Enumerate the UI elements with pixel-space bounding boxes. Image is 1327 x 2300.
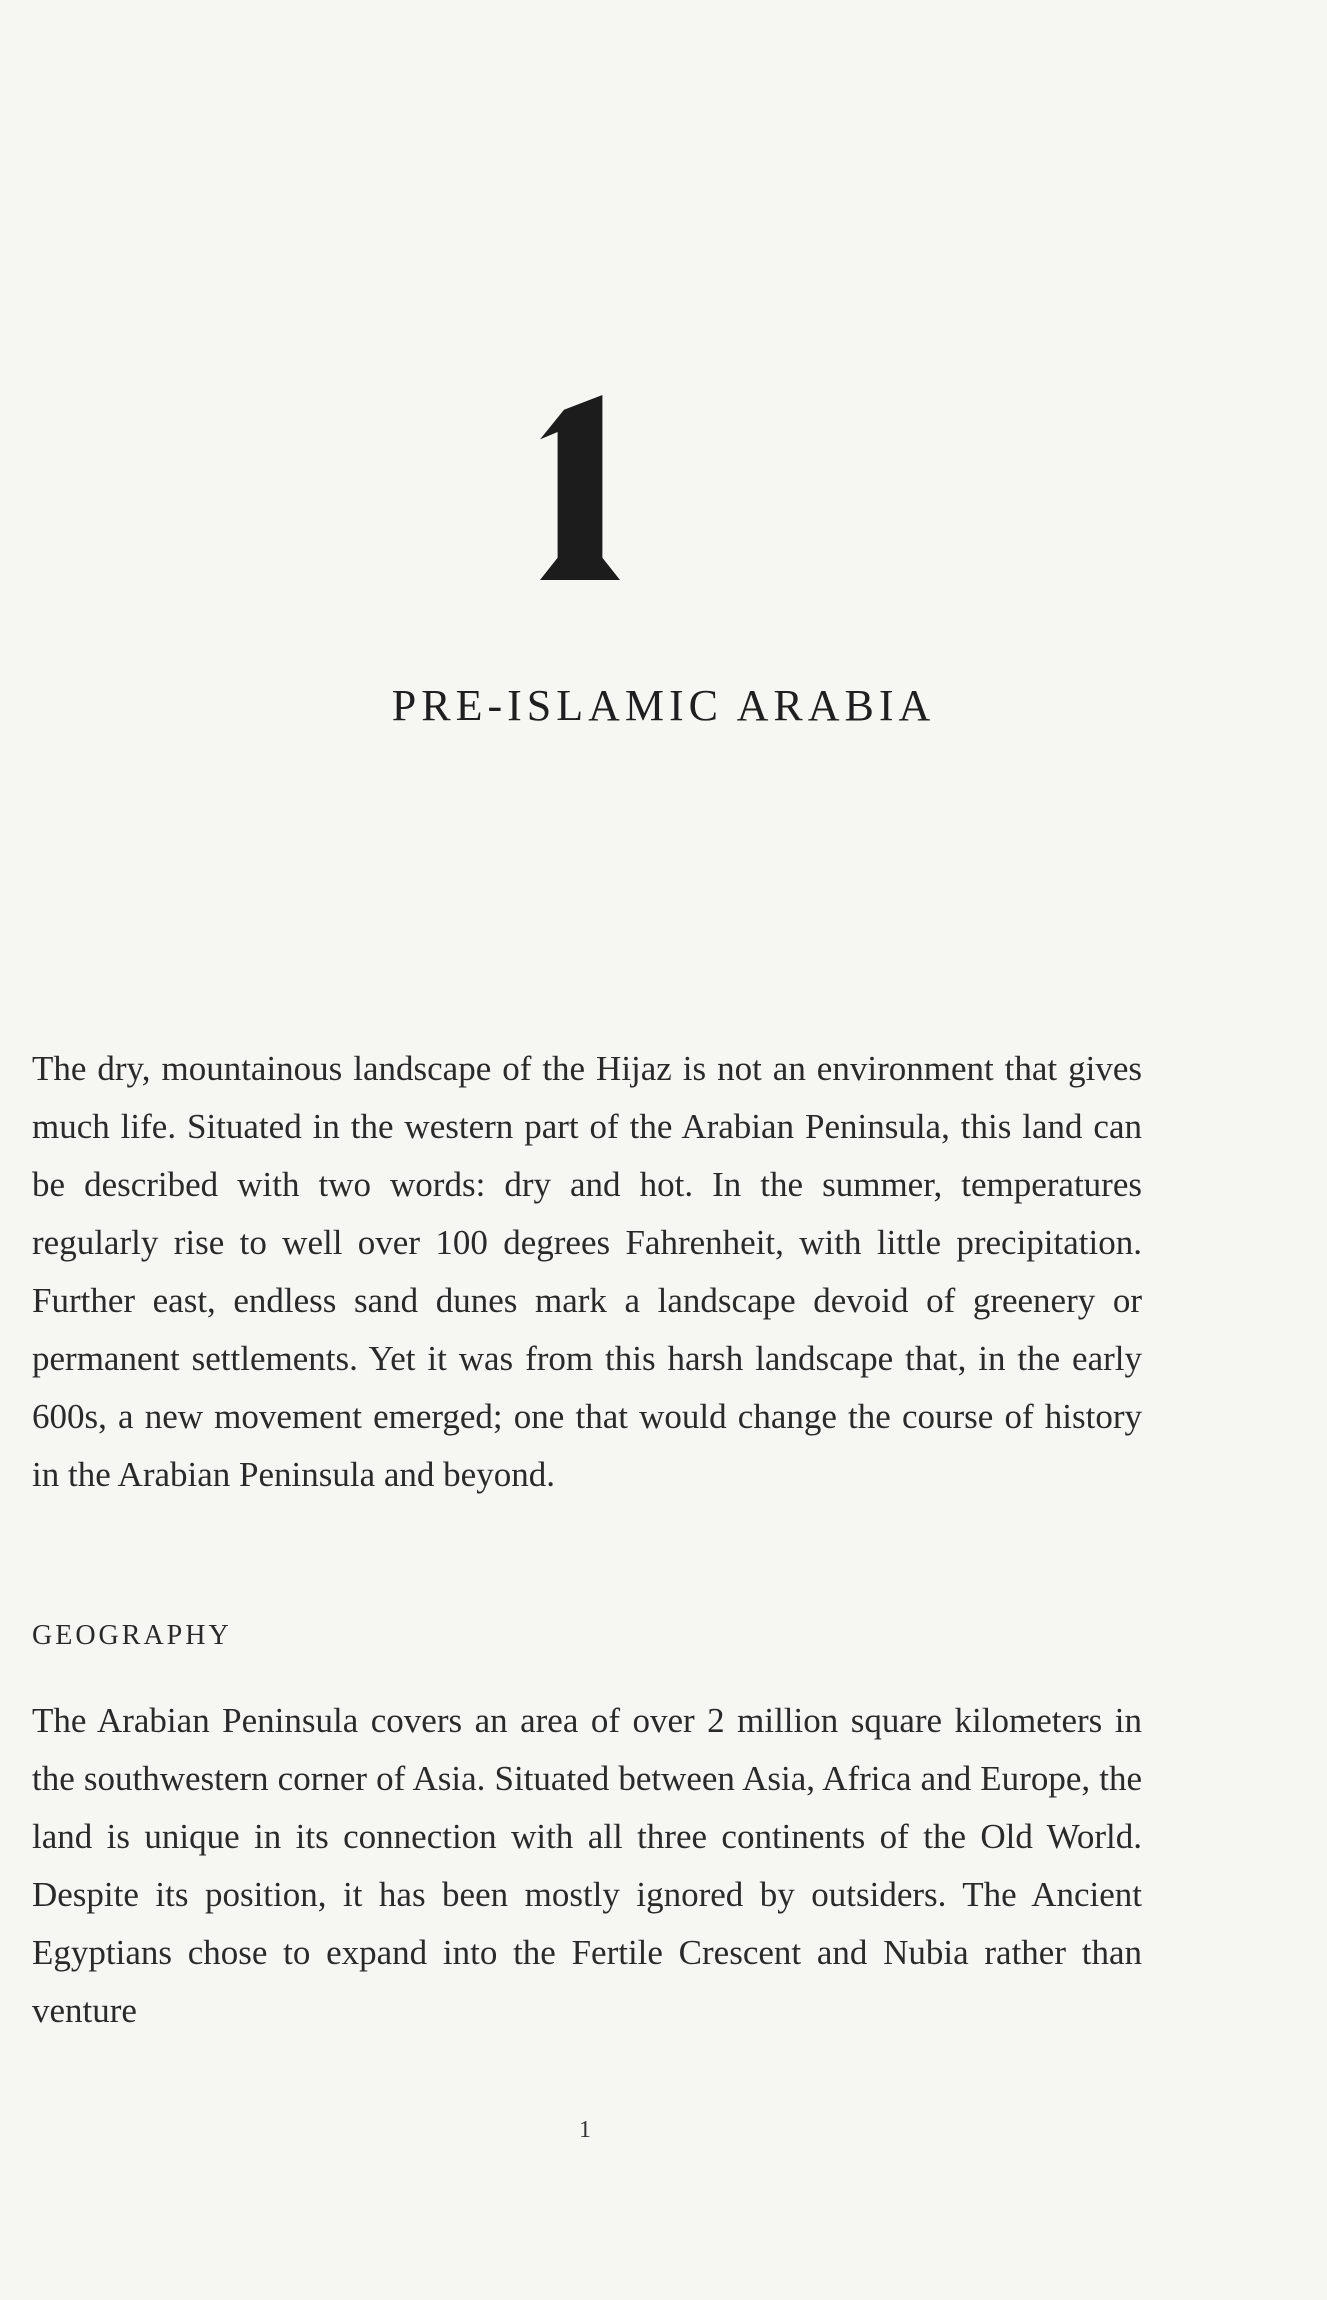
chapter-number-glyph [540,395,620,580]
section-heading: GEOGRAPHY [32,1620,232,1651]
page-number: 1 [579,2117,591,2143]
intro-paragraph: The dry, mountainous landscape of the Hijaz is not an environment that gives much life. Situated in the western part of the Arabian Peninsula, this land can be described with two words: dry and hot. In the summer, temperatures regularly rise to well over 100 degrees Fahrenheit, with little precipitation. Further east, endless sand dunes mark a landscape devoid of greenery or permanent settlements. Yet it was from this harsh landscape that, in the early 600s, a new movement emerged; one that would change the course of history in the Arabian Peninsula and beyond. [32,1049,1142,1494]
chapter-title: PRE-ISLAMIC ARABIA [391,681,936,730]
geography-paragraph: The Arabian Peninsula covers an area of over 2 million square kilometers in the southwestern corner of Asia. Situated between Asia, Africa and Europe, the land is unique in its connection with all three continents of the Old World. Despite its position, it has been mostly ignored by outsiders. The Ancient Egyptians chose to expand into the Fertile Crescent and Nubia rather than venture [32,1701,1142,2030]
